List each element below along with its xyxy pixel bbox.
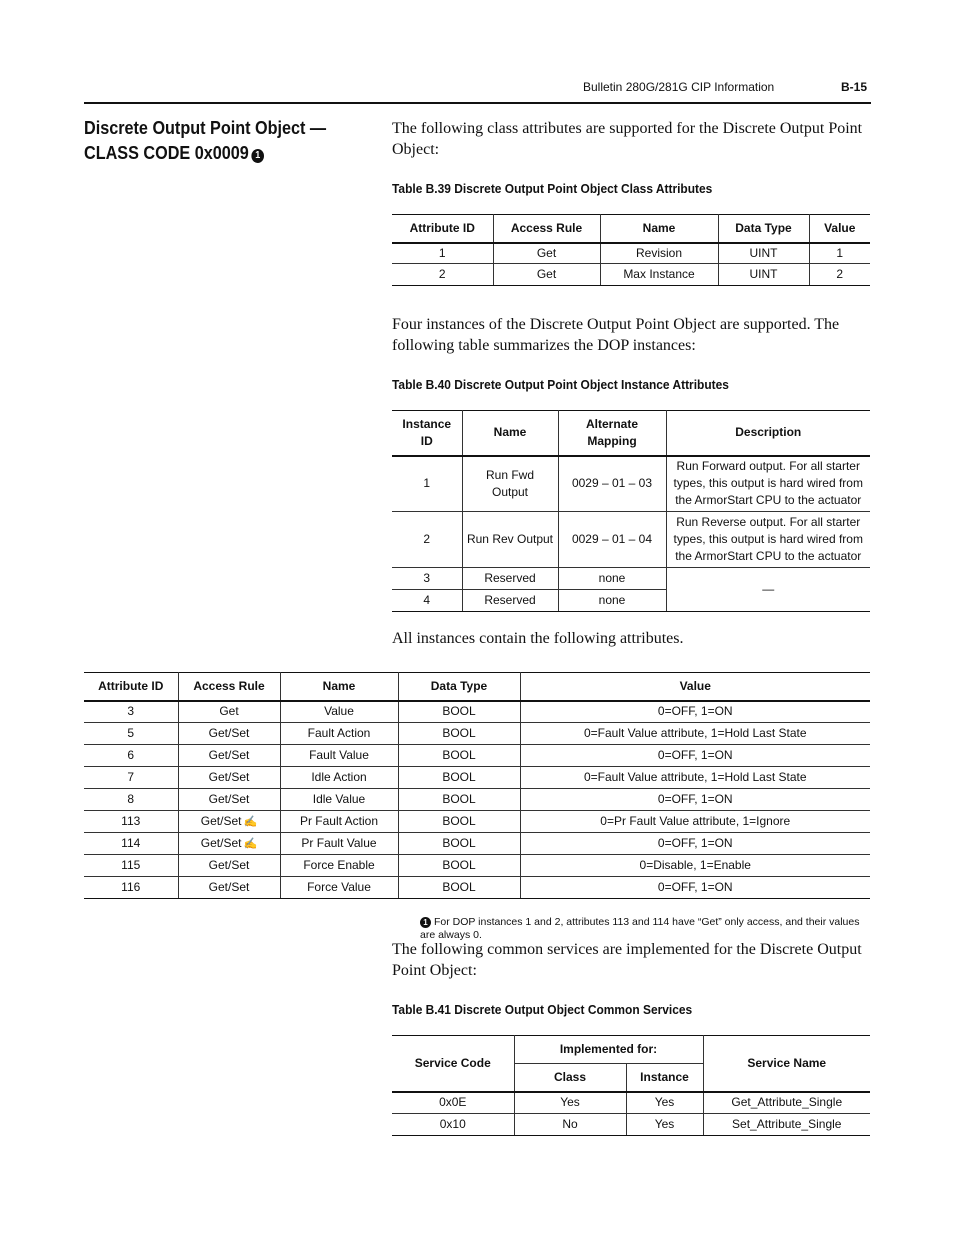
table-cell: Get/Set [178, 745, 280, 767]
table-cell: 0029 – 01 – 03 [558, 456, 666, 512]
table-cell: BOOL [398, 877, 520, 899]
table-cell: 7 [84, 767, 178, 789]
table-cell: 1 [809, 243, 870, 264]
table-cell: Max Instance [600, 264, 718, 286]
col-header: Attribute ID [84, 673, 178, 701]
table-cell: 115 [84, 855, 178, 877]
services-paragraph: The following common services are implemented for the Discrete Output Point Object: [392, 941, 862, 979]
table-row [392, 1114, 870, 1136]
page-number: B-15 [841, 80, 868, 94]
table-row [84, 855, 870, 877]
table-row [84, 745, 870, 767]
table-cell: 0029 – 01 – 04 [558, 512, 666, 568]
table-cell: No [514, 1114, 626, 1136]
table-b41-caption: Table B.41 Discrete Output Object Common Services [392, 1002, 693, 1017]
table-cell: 2 [809, 264, 870, 286]
table-row [84, 723, 870, 745]
col-header: Instance ID [392, 411, 462, 456]
col-header: Name [462, 411, 558, 456]
table-row [84, 789, 870, 811]
attributes-paragraph: All instances contain the following attributes. [392, 630, 684, 647]
table-cell: 8 [84, 789, 178, 811]
pencil-icon: ✍ [243, 837, 258, 850]
intro-paragraph: The following class attributes are supported for the Discrete Output Point Object: [392, 120, 863, 158]
table-cell: Reserved [462, 568, 558, 590]
footnote-text: For DOP instances 1 and 2, attributes 113 and 114 have “Get” only access, and their values are always 0. [420, 916, 860, 941]
table-cell: Yes [626, 1092, 703, 1114]
table-b40 [392, 410, 870, 612]
table-cell: 2 [392, 512, 462, 568]
table-cell: Pr Fault Action [280, 811, 398, 833]
table-cell: Get [493, 264, 600, 286]
table-cell: Get/Set [178, 767, 280, 789]
table-cell: Value [280, 701, 398, 723]
table-cell: BOOL [398, 855, 520, 877]
col-header: Value [520, 673, 870, 701]
table-header-row [84, 673, 870, 701]
table-b39-caption: Table B.39 Discrete Output Point Object Class Attributes [392, 181, 713, 196]
table-cell: Get [493, 243, 600, 264]
table-cell: Get/Set ✍ [178, 811, 280, 833]
table-b40-caption: Table B.40 Discrete Output Point Object Instance Attributes [392, 377, 729, 392]
table-cell: 0=Fault Value attribute, 1=Hold Last State [520, 767, 870, 789]
table-cell: Set_Attribute_Single [703, 1114, 870, 1136]
table-cell: BOOL [398, 833, 520, 855]
table-cell: 0x0E [392, 1092, 514, 1114]
pencil-icon: ✍ [243, 815, 258, 828]
table-cell: Yes [626, 1114, 703, 1136]
table-cell: Run Rev Output [462, 512, 558, 568]
col-header: Name [600, 215, 718, 243]
table-cell: Fault Value [280, 745, 398, 767]
section-title-line1: Discrete Output Point Object — [84, 118, 327, 138]
table-cell: Reserved [462, 590, 558, 612]
table-cell: Fault Action [280, 723, 398, 745]
col-header: Data Type [398, 673, 520, 701]
footnote-marker-icon: 1 [420, 917, 431, 928]
table-cell: Get_Attribute_Single [703, 1092, 870, 1114]
table-cell: 0=Fault Value attribute, 1=Hold Last State [520, 723, 870, 745]
table-cell: 0x10 [392, 1114, 514, 1136]
table-row [392, 568, 870, 590]
col-header-class: Class [514, 1064, 626, 1092]
table-row [84, 701, 870, 723]
table-cell: 6 [84, 745, 178, 767]
col-header: Value [809, 215, 870, 243]
table-cell: Get/Set ✍ [178, 833, 280, 855]
col-header: Access Rule [178, 673, 280, 701]
table-cell: 0=Pr Fault Value attribute, 1=Ignore [520, 811, 870, 833]
instances-paragraph: Four instances of the Discrete Output Point Object are supported. The following table summarizes the DOP instances: [392, 316, 840, 354]
table-cell: UINT [718, 264, 809, 286]
table-cell: Run Forward output. For all starter types, this output is hard wired from the ArmorStart CPU to the actuator [666, 456, 870, 512]
col-header-service-code: Service Code [392, 1036, 514, 1092]
table-cell: Run Reverse output. For all starter types, this output is hard wired from the ArmorStart CPU to the actuator [666, 512, 870, 568]
table-cell: 0=OFF, 1=ON [520, 745, 870, 767]
table-cell: BOOL [398, 723, 520, 745]
table-cell: Revision [600, 243, 718, 264]
table-cell: Run Fwd Output [462, 456, 558, 512]
table-cell: 4 [392, 590, 462, 612]
table-cell: 0=OFF, 1=ON [520, 701, 870, 723]
header-rule [84, 102, 871, 104]
table-b41 [392, 1035, 870, 1136]
table-cell: Get/Set [178, 855, 280, 877]
table-row [84, 833, 870, 855]
table-cell: 0=OFF, 1=ON [520, 833, 870, 855]
table-cell: 1 [392, 243, 493, 264]
section-title-line2: CLASS CODE 0x0009 [84, 143, 249, 163]
table-cell: 3 [392, 568, 462, 590]
table-cell: Get/Set [178, 877, 280, 899]
table-cell: Idle Value [280, 789, 398, 811]
table-cell: 2 [392, 264, 493, 286]
table-cell: Get [178, 701, 280, 723]
table-row [392, 243, 870, 264]
table-b39 [392, 214, 870, 286]
table-cell: Force Value [280, 877, 398, 899]
table-row [84, 811, 870, 833]
col-header-service-name: Service Name [703, 1036, 870, 1092]
table-instance-attributes [84, 672, 870, 899]
table-cell: 113 [84, 811, 178, 833]
table-cell: BOOL [398, 745, 520, 767]
table-cell: BOOL [398, 789, 520, 811]
table-header-row [392, 215, 870, 243]
table-cell: Force Enable [280, 855, 398, 877]
col-header: Attribute ID [392, 215, 493, 243]
table-row [392, 512, 870, 568]
table-cell: 1 [392, 456, 462, 512]
table-cell: Idle Action [280, 767, 398, 789]
table-cell: Yes [514, 1092, 626, 1114]
table-row [392, 456, 870, 512]
table-cell: 0=Disable, 1=Enable [520, 855, 870, 877]
table-row [392, 264, 870, 286]
col-header-instance: Instance [626, 1064, 703, 1092]
table-header-row [392, 411, 870, 456]
col-header-implemented: Implemented for: [514, 1036, 703, 1064]
section-title [84, 116, 326, 166]
col-header: Description [666, 411, 870, 456]
table-cell: BOOL [398, 701, 520, 723]
col-header: Data Type [718, 215, 809, 243]
table-cell: 3 [84, 701, 178, 723]
table-cell: Get/Set [178, 723, 280, 745]
table-cell: none [558, 568, 666, 590]
table-cell: — [666, 568, 870, 612]
table-header-row [392, 1036, 870, 1064]
table-cell: Pr Fault Value [280, 833, 398, 855]
footnote-marker-icon: 1 [251, 149, 264, 163]
table-cell: UINT [718, 243, 809, 264]
table-cell: BOOL [398, 767, 520, 789]
table-row [84, 877, 870, 899]
table-row [84, 767, 870, 789]
table-cell: 0=OFF, 1=ON [520, 877, 870, 899]
table-cell: Get/Set [178, 789, 280, 811]
table-row [392, 1092, 870, 1114]
table-cell: 5 [84, 723, 178, 745]
col-header: Alternate Mapping [558, 411, 666, 456]
table-cell: 114 [84, 833, 178, 855]
table-cell: none [558, 590, 666, 612]
table-cell: BOOL [398, 811, 520, 833]
col-header: Access Rule [493, 215, 600, 243]
running-header: Bulletin 280G/281G CIP Information [583, 80, 775, 94]
table-cell: 116 [84, 877, 178, 899]
col-header: Name [280, 673, 398, 701]
table-cell: 0=OFF, 1=ON [520, 789, 870, 811]
